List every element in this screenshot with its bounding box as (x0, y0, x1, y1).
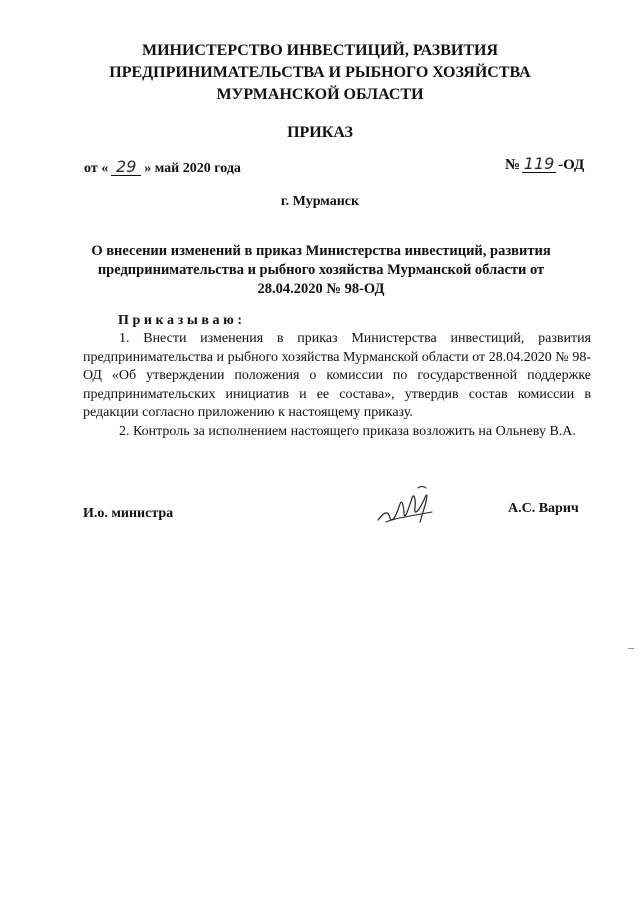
order-item: 2. Контроль за исполнением настоящего приказа возложить на Ольневу В.А. (119, 423, 576, 439)
number-value-handwritten: 119 (523, 154, 555, 173)
subject-line: О внесении изменений в приказ Министерства инвестиций, развития (91, 243, 551, 259)
orders-heading: Приказываю: (118, 313, 246, 328)
ministry-header (0, 40, 640, 106)
subject-line: 28.04.2020 № 98-ОД (257, 281, 385, 297)
ministry-header-line: ПРЕДПРИНИМАТЕЛЬСТВА И РЫБНОГО ХОЗЯЙСТВА (109, 64, 531, 81)
signer-name: А.С. Варич (508, 501, 579, 516)
date-suffix: » май 2020 года (144, 161, 241, 176)
order-number (505, 156, 584, 174)
order-date (84, 159, 241, 177)
signer-position: И.о. министра (83, 506, 174, 521)
signature-icon (374, 482, 436, 530)
order-subject (90, 242, 552, 299)
date-day-handwritten: 29 (111, 159, 141, 176)
number-suffix: -ОД (558, 157, 585, 173)
city: г. Мурманск (280, 194, 360, 209)
subject-line: предпринимательства и рыбного хозяйства Мурманской области от (97, 262, 545, 278)
scan-artifact (628, 648, 634, 649)
order-body (83, 330, 591, 441)
number-sign: № (505, 157, 521, 173)
ministry-header-line: МУРМАНСКОЙ ОБЛАСТИ (216, 86, 424, 103)
document-title: ПРИКАЗ (287, 124, 353, 141)
order-item: 1. Внести изменения в приказ Министерства инвестиций, развития предпринимательства и рыбного хозяйства Мурманской области от 28.04.2020 № 98-ОД «Об утверждении положения о комиссии по государственной поддержке предпринимательских инициатив и ее состава», утвердив состав комиссии в редакции согласно приложению к настоящему приказу. (83, 331, 591, 420)
ministry-header-line: МИНИСТЕРСТВО ИНВЕСТИЦИЙ, РАЗВИТИЯ (141, 42, 498, 59)
date-prefix: от « (84, 161, 109, 176)
